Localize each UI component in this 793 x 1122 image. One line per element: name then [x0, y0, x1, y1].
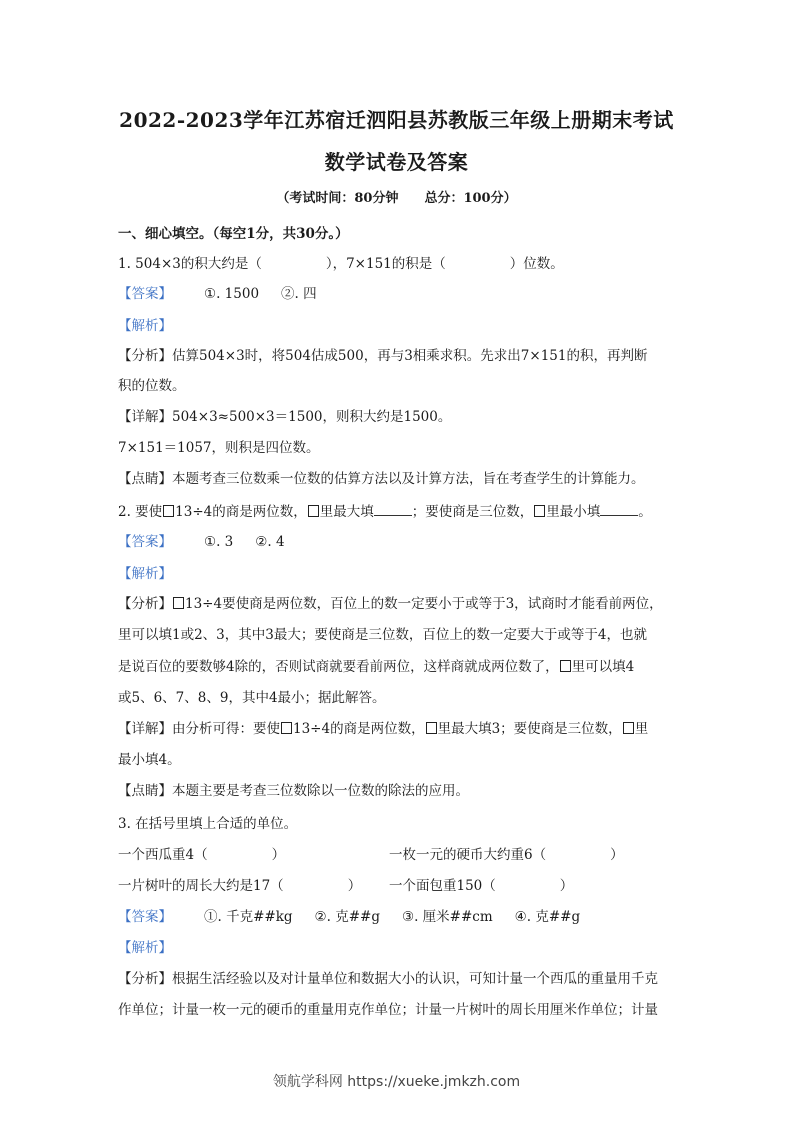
answer-tag: 【答案】 [118, 286, 172, 302]
analysis-tag: 【解析】 [118, 318, 172, 334]
exam-title: 2022-2023学年江苏宿迁泗阳县苏教版三年级上册期末考试 [119, 108, 674, 132]
question-text: 里最大填 [319, 504, 374, 520]
analysis-text: 或5、6、7、8、9，其中4最小；据此解答。 [118, 690, 386, 706]
answer-value: ④. 克##g [514, 909, 581, 925]
paragraph-text: 根据生活经验以及对计量单位和数据大小的认识，可知计量一个西瓜的重量用千克 [172, 971, 658, 987]
label-tag: 【点睛】 [118, 471, 172, 487]
detail-text [118, 717, 648, 737]
comment-text [118, 779, 469, 799]
answer-value: ②. 四 [281, 286, 317, 302]
exam-time: （考试时间：80分钟 [276, 191, 399, 206]
exam-info [0, 187, 793, 206]
analysis-text [118, 344, 647, 364]
answer-value: ①. 千克##kg [204, 909, 293, 925]
box-icon [173, 597, 184, 609]
paragraph-text: 里最大填3；要使商是三位数， [437, 721, 622, 737]
box-icon [281, 722, 292, 734]
detail-text: 最小填4。 [118, 752, 181, 768]
analysis-text: 积的位数。 [118, 378, 186, 394]
answer-row [118, 282, 317, 302]
page-footer: 领航学科网 https://xueke.jmkzh.com [272, 1074, 521, 1090]
paragraph-text: 13÷4的商是两位数， [293, 721, 425, 737]
answer-blank [374, 503, 412, 516]
answer-value: ③. 厘米##cm [401, 909, 493, 925]
question-text: 。 [638, 504, 652, 520]
question-text: 一个西瓜重4（ [118, 847, 208, 863]
exam-total-score: 总分：100分） [424, 191, 517, 206]
fill-item [389, 874, 573, 894]
fill-item [389, 843, 624, 863]
analysis-text [118, 967, 658, 987]
analysis-text [118, 623, 647, 643]
question-text: 一枚一元的硬币大约重6（ [389, 847, 547, 863]
detail-text [118, 405, 451, 425]
question-text: 一片树叶的周长大约是17（ [118, 878, 284, 894]
analysis-tag: 【解析】 [118, 566, 172, 582]
question-text: 里最小填 [546, 504, 601, 520]
comment-text [118, 467, 645, 487]
detail-text: 7×151＝1057，则积是四位数。 [118, 440, 320, 456]
question-text: 2. 要使 [118, 504, 163, 520]
paragraph-text: 是说百位的要数够4除的，否则试商就要看前两位，这样商就成两位数了， [118, 659, 559, 675]
question-text: ） [610, 847, 624, 863]
label-tag: 【分析】 [118, 971, 172, 987]
question-text: ） [347, 878, 362, 894]
label-tag: 【分析】 [118, 348, 172, 364]
label-tag: 【分析】 [118, 596, 172, 612]
paragraph-text: 估算504×3时，将504估成500，再与3相乘求积。先求出7×151的积，再判断 [172, 348, 648, 364]
question-text: 13÷4的商是两位数， [175, 504, 307, 520]
fill-item [118, 874, 361, 894]
answer-row [118, 905, 580, 925]
answer-tag: 【答案】 [118, 909, 172, 925]
answer-tag: 【答案】 [118, 534, 172, 550]
section-heading: 一、细心填空。（每空1分，共30分。） [118, 226, 349, 242]
paragraph-text: 由分析可得：要使 [172, 721, 280, 737]
question-text: ；要使商是三位数， [411, 504, 534, 520]
question-text: ） [559, 878, 574, 894]
question-text: 一个面包重150（ [389, 878, 496, 894]
answer-value: ②. 克##g [314, 909, 380, 925]
box-icon [623, 722, 634, 734]
box-icon [163, 505, 174, 517]
label-tag: 【点睛】 [118, 783, 172, 799]
analysis-tag: 【解析】 [118, 940, 172, 956]
box-icon [560, 660, 571, 672]
question-text: ） [271, 847, 286, 863]
question-text: ），7×151的积是（ [325, 256, 446, 272]
label-tag: 【详解】 [118, 409, 172, 425]
box-icon [308, 505, 319, 517]
question-2 [118, 500, 652, 520]
label-tag: 【详解】 [118, 721, 172, 737]
analysis-text [118, 592, 663, 612]
answer-value: ②. 4 [255, 534, 285, 550]
paragraph-text: 里可以填4 [571, 659, 635, 675]
question-3: 3. 在括号里填上合适的单位。 [118, 816, 298, 832]
fill-item [118, 843, 285, 863]
exam-title-line2: 数学试卷及答案 [324, 150, 469, 174]
paragraph-text: 本题考查三位数乘一位数的估算方法以及计算方法，旨在考查学生的计算能力。 [172, 471, 645, 487]
box-icon [426, 722, 437, 734]
analysis-text [118, 655, 634, 675]
question-text: 1. 504×3的积大约是（ [118, 256, 262, 272]
paragraph-text: 504×3≈500×3＝1500，则积大约是1500。 [172, 409, 452, 425]
box-icon [534, 505, 545, 517]
paragraph-text: 13÷4要使商是两位数，百位上的数一定要小于或等于3，试商时才能看前两位， [185, 596, 663, 612]
analysis-text: 作单位；计量一枚一元的硬币的重量用克作单位；计量一片树叶的周长用厘米作单位；计量 [118, 1002, 658, 1018]
answer-blank [600, 503, 638, 516]
answer-value: ①. 3 [204, 534, 234, 550]
answer-row [118, 530, 285, 550]
question-text: ）位数。 [509, 256, 564, 272]
paragraph-text: 里 [634, 721, 649, 737]
paragraph-text: 本题主要是考查三位数除以一位数的除法的应用。 [172, 783, 469, 799]
paragraph-text: 里可以填1或2、3，其中3最大；要使商是三位数，百位上的数一定要大于或等于4，也就 [118, 627, 647, 643]
answer-value: ①. 1500 [204, 286, 260, 302]
question-1 [118, 252, 564, 272]
